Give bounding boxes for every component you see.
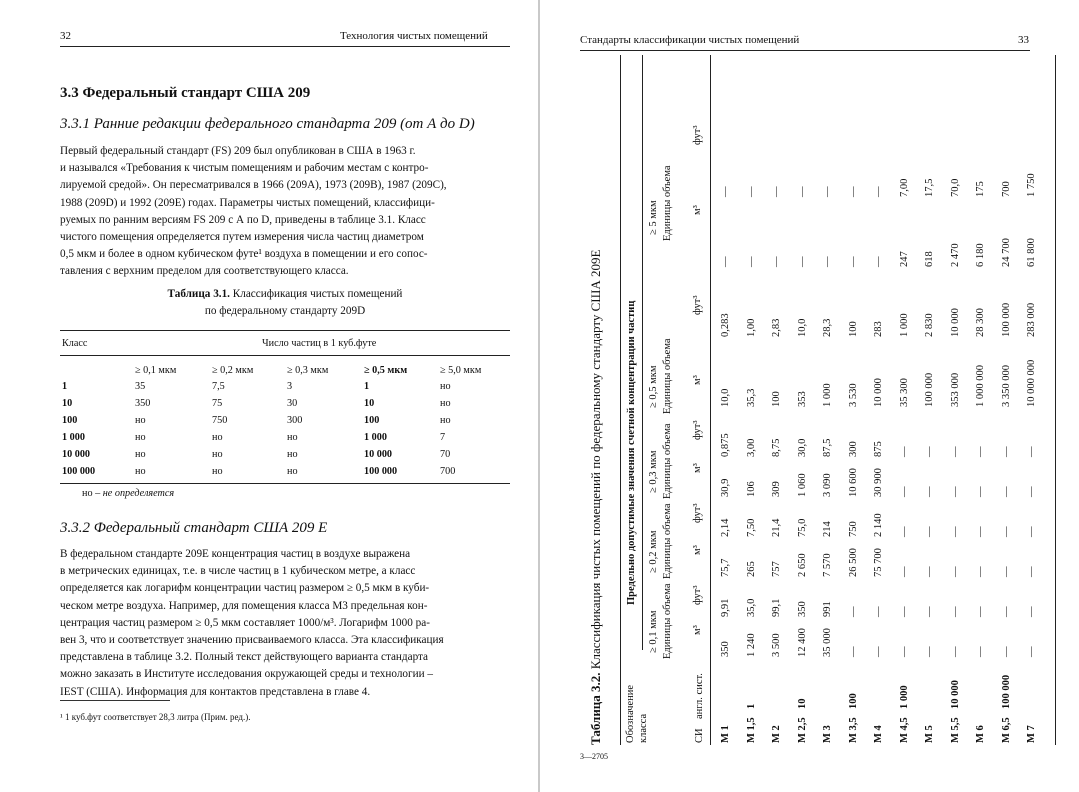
paragraph-line: 0,5 мкм и более в одном кубическом футе¹ воздуха в помещении и его сопос- [60, 248, 428, 261]
table2-cell: 12 400 [796, 628, 808, 657]
table1-cell: 100 [364, 415, 380, 426]
footnote-rule [60, 700, 170, 701]
table2-units-label: Единицы объема [662, 423, 673, 499]
table2-cell: — [975, 446, 986, 457]
table2-size-group: ≥ 0,2 мкм [648, 530, 659, 573]
table2-cell: 175 [975, 181, 986, 197]
table2-cell: — [873, 256, 884, 267]
table2-cell: — [847, 256, 859, 267]
table2-cell: 100 000 [1000, 302, 1012, 337]
table1-cell: но [287, 432, 298, 443]
table1-cell: 350 [135, 398, 151, 409]
table2-cell: 1 750 [1026, 173, 1037, 197]
page-number-right: 33 [1018, 34, 1029, 46]
table2-cell: 353 [796, 391, 808, 407]
table2-cell: 100 [847, 693, 859, 709]
table2-units-label: Единицы объема [662, 165, 673, 241]
table2-cell: — [873, 606, 884, 617]
table2-cell: 265 [745, 561, 757, 577]
paragraph-line: центрация частиц размером ≥ 0,5 мкм составляет 1000/м³. Логарифм 1000 ра- [60, 616, 430, 629]
table2-cell: 2,14 [720, 518, 731, 537]
paragraph-line: определяется как логарифм концентрации частиц размером ≥ 0,5 мкм в куби- [60, 582, 430, 595]
header-rule-left [60, 46, 510, 47]
table1-column-header: ≥ 0,1 мкм [135, 365, 177, 376]
table2-unit-ft3: фут³ [692, 585, 703, 605]
table1-note [82, 488, 174, 499]
table2-cell: 1 000 [822, 383, 833, 407]
table1-column-header: ≥ 0,5 мкм [364, 365, 408, 376]
table2-cell: — [1026, 486, 1037, 497]
table2-cell: М 7 [1026, 725, 1037, 743]
table2-cell: — [924, 606, 935, 617]
table1-header-count: Число частиц в 1 куб.футе [262, 338, 377, 349]
table2-cell: 618 [924, 251, 935, 267]
table1-column-header: ≥ 5,0 мкм [440, 365, 482, 376]
table2-cell: 2 650 [796, 553, 808, 577]
table1-cell: но [135, 432, 146, 443]
table1-cell: 75 [212, 398, 223, 409]
table2-cell: — [1000, 526, 1012, 537]
table1-caption-line2: по федеральному стандарту 209D [204, 305, 366, 317]
table2-cell: 10 000 [949, 308, 961, 337]
paragraph-line: В федеральном стандарте 209Е концентрация частиц в воздухе выражена [60, 548, 411, 560]
table2-cell: — [796, 256, 808, 267]
table1-header-class: Класс [62, 338, 88, 349]
table2-cell: 35,0 [745, 598, 757, 617]
table2-cell: — [975, 486, 986, 497]
table1-cell: 300 [287, 415, 303, 426]
table1-cell: но [287, 449, 298, 460]
table2-cell: 10 000 [873, 378, 884, 407]
table2-cell: 3 350 000 [1000, 365, 1012, 407]
table2-cell: 75 700 [873, 548, 884, 577]
paragraph-1 [60, 143, 510, 281]
table2-cell: — [924, 486, 935, 497]
table2-unit-m3: м³ [692, 625, 703, 635]
table1-cell: но [440, 381, 451, 392]
table1-cell: 100 000 [62, 466, 96, 477]
paragraph-line: лируемой средой». Он пересматривался в 1966 (209А), 1973 (209В), 1987 (209С), [60, 179, 447, 192]
table2-header-si: СИ [694, 728, 705, 743]
right-page [540, 0, 1079, 792]
table2-cell: 2 830 [924, 313, 935, 337]
table2-cell: 10 [796, 698, 808, 709]
table2-cell: М 1,5 [745, 717, 757, 743]
table2-cell: 757 [771, 561, 782, 577]
table2-cell: 35 000 [822, 628, 833, 657]
table1-cell: но [135, 449, 146, 460]
table2-cell: — [898, 646, 910, 657]
table2-cell: 7,50 [745, 518, 757, 537]
table1-cell: 750 [212, 415, 228, 426]
table2-cell: — [1000, 606, 1012, 617]
table2-cell: — [898, 606, 910, 617]
table2-cell: 700 [1000, 181, 1012, 197]
table2-cell: 9,91 [720, 598, 731, 617]
paragraph-line: руемых по ранним версиям FS 209 с А по D, приведены в таблице 3.1. Класс [60, 213, 426, 226]
table2-cell: 100 [847, 321, 859, 337]
paragraph-line: Первый федеральный стандарт (FS) 209 был опубликован в США в 1963 г. [60, 145, 416, 157]
table2-cell: — [924, 646, 935, 657]
table2-units-label: Единицы объема [662, 503, 673, 579]
table2-cell: — [949, 526, 961, 537]
table2-cell: 30,9 [720, 478, 731, 497]
table2-cell: М 4,5 [898, 717, 910, 743]
table2-cell: 24 700 [1000, 238, 1012, 267]
table2-bottom-rule [1055, 55, 1056, 745]
rotated-table-wrapper [540, 0, 1079, 792]
table1-cell: 100 000 [364, 466, 398, 477]
table1-column-header: ≥ 0,2 мкм [212, 365, 254, 376]
table2-cell: 1,00 [745, 318, 757, 337]
table2-cell: — [924, 526, 935, 537]
table1-note-italic: не определяется [102, 488, 175, 499]
table2-header-bottom-rule [710, 55, 711, 745]
table2-cell: 106 [745, 481, 757, 497]
table2-cell: 87,5 [822, 438, 833, 457]
table2-cell: — [873, 186, 884, 197]
table1-caption-rest: Классификация чистых помещений [229, 288, 403, 300]
table2-cell: — [822, 256, 833, 267]
table2-cell: — [1026, 646, 1037, 657]
running-header-right: Стандарты классификации чистых помещений [580, 34, 800, 46]
paragraph-line: тавления с верхним пределом для соответствующего класса. [60, 265, 349, 278]
table2-cell: 1 060 [796, 473, 808, 497]
table2-cell: 283 [873, 321, 884, 337]
table2-cell: — [949, 566, 961, 577]
paragraph-line: и назывался «Требования к чистым помещениям и рабочим местам с контро- [60, 162, 429, 175]
table2-cell: 0,875 [720, 433, 731, 457]
footnote: ¹ 1 куб.фут соответствует 28,3 литра (Прим. ред.). [60, 712, 251, 722]
table2-cell: 30 900 [873, 468, 884, 497]
table2-cell: — [847, 646, 859, 657]
paragraph-line: вен 3, что и соответствует значению присваиваемого класса. Эта классификация [60, 634, 444, 647]
table2-title-rest: Классификация чистых помещений по федеральному стандарту США 209Е [588, 249, 603, 673]
table2-cell: 28,3 [822, 318, 833, 337]
table2-cell: 1 240 [745, 633, 757, 657]
table2-limits-rule [642, 55, 643, 650]
table2-cell: М 3 [822, 725, 833, 743]
table2-cell: 10 600 [847, 468, 859, 497]
table2-cell: — [720, 256, 731, 267]
paragraph-line: IEST (США). Информация для контактов представлена в главе 4. [60, 685, 371, 698]
table2-cell: 26 500 [847, 548, 859, 577]
table2-cell: — [975, 606, 986, 617]
table2-cell: 99,1 [771, 598, 782, 617]
table1-cell: 10 [364, 398, 375, 409]
table-3-2 [580, 45, 1060, 745]
table2-cell: 30,0 [796, 438, 808, 457]
table1-header-rule [60, 355, 510, 356]
table1-note-prefix: но – [82, 488, 103, 499]
table1-top-rule [60, 330, 510, 331]
table2-cell: 991 [822, 601, 833, 617]
table2-cell: 1 000 [898, 685, 910, 709]
table2-cell: 7,00 [898, 178, 910, 197]
table2-cell: 10 000 [949, 680, 961, 709]
table2-cell: — [898, 446, 910, 457]
table2-cell: — [771, 256, 782, 267]
table2-units-label: Единицы объема [662, 338, 673, 414]
table1-cell: 7,5 [212, 381, 225, 392]
subsection-title-1: 3.3.1 Ранние редакции федерального стандарта 209 (от А до D) [60, 116, 475, 132]
table2-header-limits: Предельно допустимые значения счетной концентрации частиц [626, 300, 637, 605]
table2-cell: М 6,5 [1000, 717, 1012, 743]
table2-unit-m3: м³ [692, 545, 703, 555]
table2-header-engl: англ. сист. [694, 673, 705, 719]
table2-cell: — [975, 566, 986, 577]
table2-cell: 6 180 [975, 243, 986, 267]
table2-units-label: Единицы объема [662, 583, 673, 659]
table2-cell: 3 090 [822, 473, 833, 497]
table2-cell: 21,4 [771, 518, 782, 537]
table2-cell: 100 000 [924, 372, 935, 407]
table2-cell: 17,5 [924, 178, 935, 197]
table2-size-group: ≥ 0,3 мкм [648, 450, 659, 493]
table1-cell: 10 000 [62, 449, 91, 460]
table2-cell: 75,7 [720, 558, 731, 577]
table1-cell: 100 [62, 415, 78, 426]
table2-cell: — [949, 606, 961, 617]
table1-cell: 70 [440, 449, 451, 460]
table2-cell: М 2 [771, 725, 782, 743]
table2-cell: — [745, 186, 757, 197]
table2-cell: 0,283 [720, 313, 731, 337]
table2-unit-m3: м³ [692, 205, 703, 215]
table2-cell: 350 [720, 641, 731, 657]
table2-cell: — [796, 186, 808, 197]
table2-cell: 2,83 [771, 318, 782, 337]
table2-cell: — [1026, 606, 1037, 617]
table1-caption-bold: Таблица 3.1. [167, 288, 230, 300]
table2-cell: М 3,5 [847, 717, 859, 743]
table2-cell: — [822, 186, 833, 197]
table2-cell: 214 [822, 521, 833, 537]
subsection-title-2: 3.3.2 Федеральный стандарт США 209 Е [60, 520, 328, 536]
table2-unit-ft3: фут³ [692, 295, 703, 315]
paragraph-line: представлена в таблице 3.2. Полный текст действующего варианта стандарта [60, 651, 429, 664]
table2-cell: — [898, 526, 910, 537]
paragraph-line: можно заказать в Институте исследования окружающей среды и технологии – [60, 668, 433, 681]
table1-cell: но [212, 466, 223, 477]
table1-cell: но [440, 415, 451, 426]
table2-cell: — [847, 186, 859, 197]
table2-cell: 309 [771, 481, 782, 497]
table2-cell: — [847, 606, 859, 617]
table2-cell: 875 [873, 441, 884, 457]
table2-cell: 353 000 [949, 372, 961, 407]
table1-cell: но [135, 415, 146, 426]
table2-cell: 247 [898, 251, 910, 267]
table1-cell: но [212, 449, 223, 460]
table2-cell: 283 000 [1026, 302, 1037, 337]
table2-cell: М 5,5 [949, 717, 961, 743]
table2-unit-m3: м³ [692, 463, 703, 473]
table1-cell: 35 [135, 381, 146, 392]
signature-mark: 3—2705 [580, 752, 608, 761]
table2-cell: 70,0 [949, 178, 961, 197]
table1-cell: но [135, 466, 146, 477]
paragraph-line: чистого помещения определяется путем измерения числа частиц диаметром [60, 231, 424, 244]
running-header-left: Технология чистых помещений [340, 30, 488, 42]
table1-cell: 10 000 [364, 449, 393, 460]
table2-unit-ft3: фут³ [692, 503, 703, 523]
table1-cell: 1 [62, 381, 68, 392]
table1-cell: 7 [440, 432, 446, 443]
table2-cell: 61 800 [1026, 238, 1037, 267]
table2-cell: — [1000, 566, 1012, 577]
table2-cell: 10,0 [720, 388, 731, 407]
table2-cell: 8,75 [771, 438, 782, 457]
table2-cell: — [771, 186, 782, 197]
table1-caption [60, 286, 510, 320]
table2-cell: — [924, 446, 935, 457]
table2-cell: 10 000 000 [1026, 359, 1037, 407]
table2-unit-m3: м³ [692, 375, 703, 385]
table2-cell: — [949, 646, 961, 657]
table2-cell: 350 [796, 601, 808, 617]
table2-size-group: ≥ 5 мкм [648, 200, 659, 235]
table2-cell: 7 570 [822, 553, 833, 577]
table2-top-rule [620, 55, 621, 745]
table1-cell: 30 [287, 398, 298, 409]
paragraph-line: в метрических единицах, т.е. в числе частиц в 1 кубическом метре, а класс [60, 565, 416, 578]
table2-cell: 10,0 [796, 318, 808, 337]
table2-cell: М 4 [873, 725, 884, 743]
table2-cell: — [745, 256, 757, 267]
table2-cell: 3 530 [847, 383, 859, 407]
table2-cell: 100 000 [1000, 674, 1012, 709]
table1-cell: но [212, 432, 223, 443]
table2-cell: 3,00 [745, 438, 757, 457]
table2-cell: — [1000, 486, 1012, 497]
table2-cell: М 5 [924, 725, 935, 743]
table2-cell: М 6 [975, 725, 986, 743]
table1-bottom-rule [60, 483, 510, 484]
page-number-left: 32 [60, 30, 71, 42]
table2-title-bold: Таблица 3.2. [588, 672, 603, 745]
table1-cell: 1 000 [364, 432, 387, 443]
table2-size-group: ≥ 0,5 мкм [648, 365, 659, 408]
table2-cell: 35,3 [745, 388, 757, 407]
table2-cell: — [1026, 446, 1037, 457]
table2-cell: 100 [771, 391, 782, 407]
table1-cell: но [287, 466, 298, 477]
table2-cell: 1 000 [898, 313, 910, 337]
table1-cell: 3 [287, 381, 293, 392]
table2-unit-ft3: фут³ [692, 125, 703, 145]
table2-size-group: ≥ 0,1 мкм [648, 610, 659, 653]
table1-cell: но [440, 398, 451, 409]
table2-cell: 300 [847, 441, 859, 457]
paragraph-line: 1988 (209D) и 1992 (209Е) годах. Параметры чистых помещений, классифици- [60, 196, 435, 209]
table2-header-designation: Обозначение класса [625, 684, 649, 743]
table2-cell: — [720, 186, 731, 197]
table1-cell: 700 [440, 466, 456, 477]
table2-cell: М 1 [720, 725, 731, 743]
paragraph-line: ческом метре воздуха. Например, для помещения класса М3 предельная кон- [60, 599, 428, 612]
table2-cell: 2 140 [873, 513, 884, 537]
table2-cell: — [924, 566, 935, 577]
table1-cell: 1 000 [62, 432, 85, 443]
table2-cell: М 2,5 [796, 717, 808, 743]
table2-cell: — [898, 486, 910, 497]
table2-cell: — [1026, 526, 1037, 537]
table2-cell: 1 [745, 703, 757, 709]
table2-cell: — [949, 446, 961, 457]
table1-cell: 10 [62, 398, 73, 409]
table2-cell: — [1000, 446, 1012, 457]
table2-cell: — [975, 526, 986, 537]
table2-cell: 1 000 000 [975, 365, 986, 407]
table2-cell: 2 470 [949, 243, 961, 267]
paragraph-2 [60, 546, 510, 701]
table2-cell: 28 300 [975, 308, 986, 337]
table2-cell: — [1000, 646, 1012, 657]
table1-column-header: ≥ 0,3 мкм [287, 365, 329, 376]
table2-cell: 750 [847, 521, 859, 537]
table2-cell: — [898, 566, 910, 577]
table2-cell: 75,0 [796, 518, 808, 537]
table2-cell: — [1026, 566, 1037, 577]
table2-cell: 3 500 [771, 633, 782, 657]
table2-unit-ft3: фут³ [692, 420, 703, 440]
table2-cell: — [975, 646, 986, 657]
table2-cell: — [873, 646, 884, 657]
section-title: 3.3 Федеральный стандарт США 209 [60, 85, 311, 101]
table2-cell: — [949, 486, 961, 497]
table1-cell: 1 [364, 381, 370, 392]
table2-cell: 35 300 [898, 378, 910, 407]
table2-title [588, 250, 604, 745]
